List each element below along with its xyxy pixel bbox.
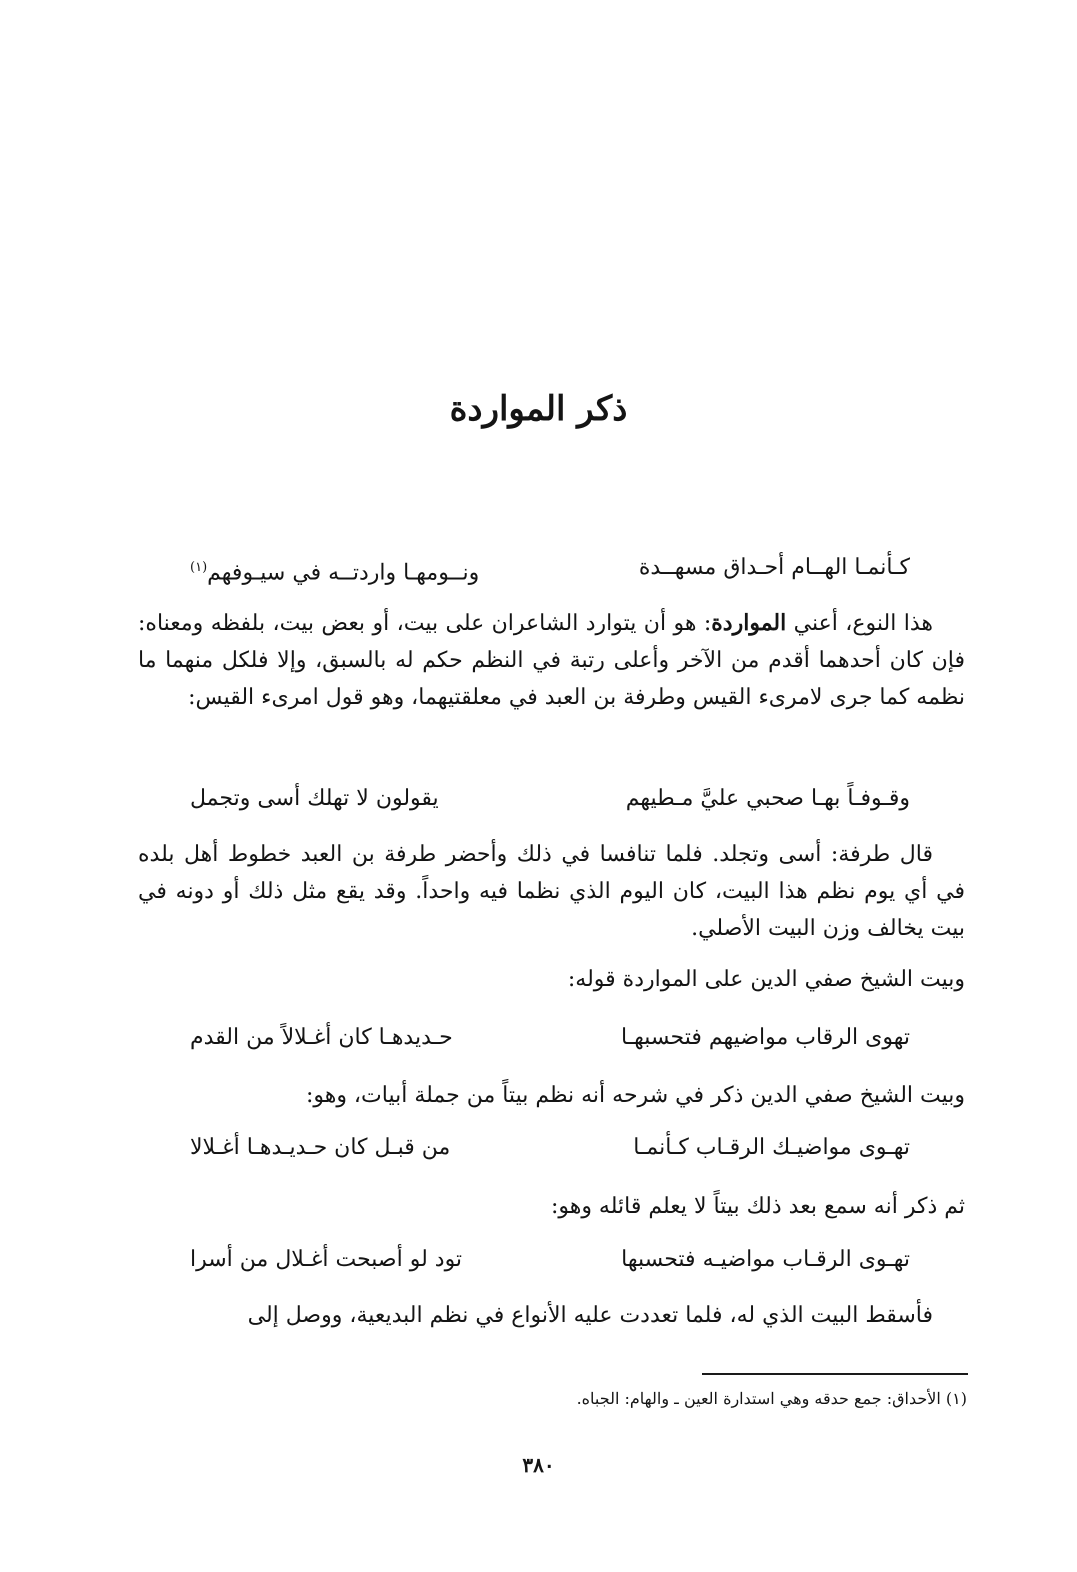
chapter-title: ذكر المواردة	[449, 389, 628, 429]
verse-3-first-hemistich: تهوى الرقاب مواضيهم فتحسبهـا	[621, 1025, 910, 1050]
paragraph-1-rest: : هو أن يتوارد الشاعران على بيت، أو بعض بيت، بلفظه ومعناه: فإن كان أحدهما أقدم من الآخر وأعلى رتبة في النظم حكم له بالسبق، وإلا فلكل منهما ما نظمه كما جرى لامرىء القيس وطرفة بن العبد في معلقتيهما، وهو قول امرىء القيس:	[138, 611, 965, 710]
footnote: (١) الأحداق: جمع حدقه وهي استدارة العين ـ والهام: الجباه.	[576, 1389, 967, 1408]
verse-5-first-hemistich: تهـوى الرقـاب مواضيـه فتحسبها	[621, 1247, 910, 1272]
paragraph-3: وبيت الشيخ صفي الدين على المواردة قوله:	[567, 967, 965, 992]
verse-1-second-text: ونــومهـا واردتــه في سيـوفهم	[207, 560, 480, 586]
paragraph-6: فأسقط البيت الذي له، فلما تعددت عليه الأنواع في نظم البديعية، ووصل إلى	[247, 1303, 933, 1328]
verse-line-4	[190, 1128, 910, 1168]
paragraph-1-term: المواردة	[711, 610, 787, 636]
verse-4-first-hemistich: تهـوى مواضيـك الرقـاب كـأنمـا	[633, 1135, 910, 1160]
verse-2-first-hemistich: وقـوفـاً بهـا صحبي عليَّ مـطيهم	[625, 786, 910, 811]
paragraph-1-intro: هذا النوع، أعني	[793, 611, 933, 636]
paragraph-5: ثم ذكر أنه سمع بعد ذلك بيتاً لا يعلم قائله وهو:	[550, 1194, 965, 1219]
verse-line-3	[190, 1018, 910, 1058]
verse-1-first-hemistich: كـأنمـا الهــام أحـداق مسهــدة	[638, 555, 910, 580]
footnote-ref: (١)	[190, 560, 208, 575]
paragraph-4: وبيت الشيخ صفي الدين ذكر في شرحه أنه نظم بيتاً من جملة أبيات، وهو:	[305, 1083, 965, 1108]
verse-line-5	[190, 1240, 910, 1280]
paragraph-2: قال طرفة: أسى وتجلد. فلما تنافسا في ذلك وأحضر طرفة بن العبد خطوط أهل بلده في أي يوم نظم هذا البيت، كان اليوم الذي نظما فيه واحداً. وقد يقع مثل ذلك أو دونه في بيت يخالف وزن البيت الأصلي.	[138, 842, 965, 941]
verse-4-second-hemistich: من قبـل كان حـديـدهـا أغـلالا	[190, 1135, 451, 1160]
verse-line-2	[190, 779, 910, 819]
verse-2-second-hemistich: يقولون لا تهلك أسى وتجمل	[190, 786, 439, 811]
page-number: ٣٨٠	[522, 1453, 555, 1477]
verse-1-second-hemistich	[190, 548, 479, 593]
verse-5-second-hemistich: تود لو أصبحت أغـلال من أسرا	[190, 1247, 463, 1272]
paragraph-1	[138, 605, 965, 716]
footnote-separator	[702, 1373, 968, 1375]
verse-line-1	[190, 548, 910, 593]
verse-3-second-hemistich: حـديدهـا كان أغـلالاً من القدم	[190, 1025, 453, 1050]
